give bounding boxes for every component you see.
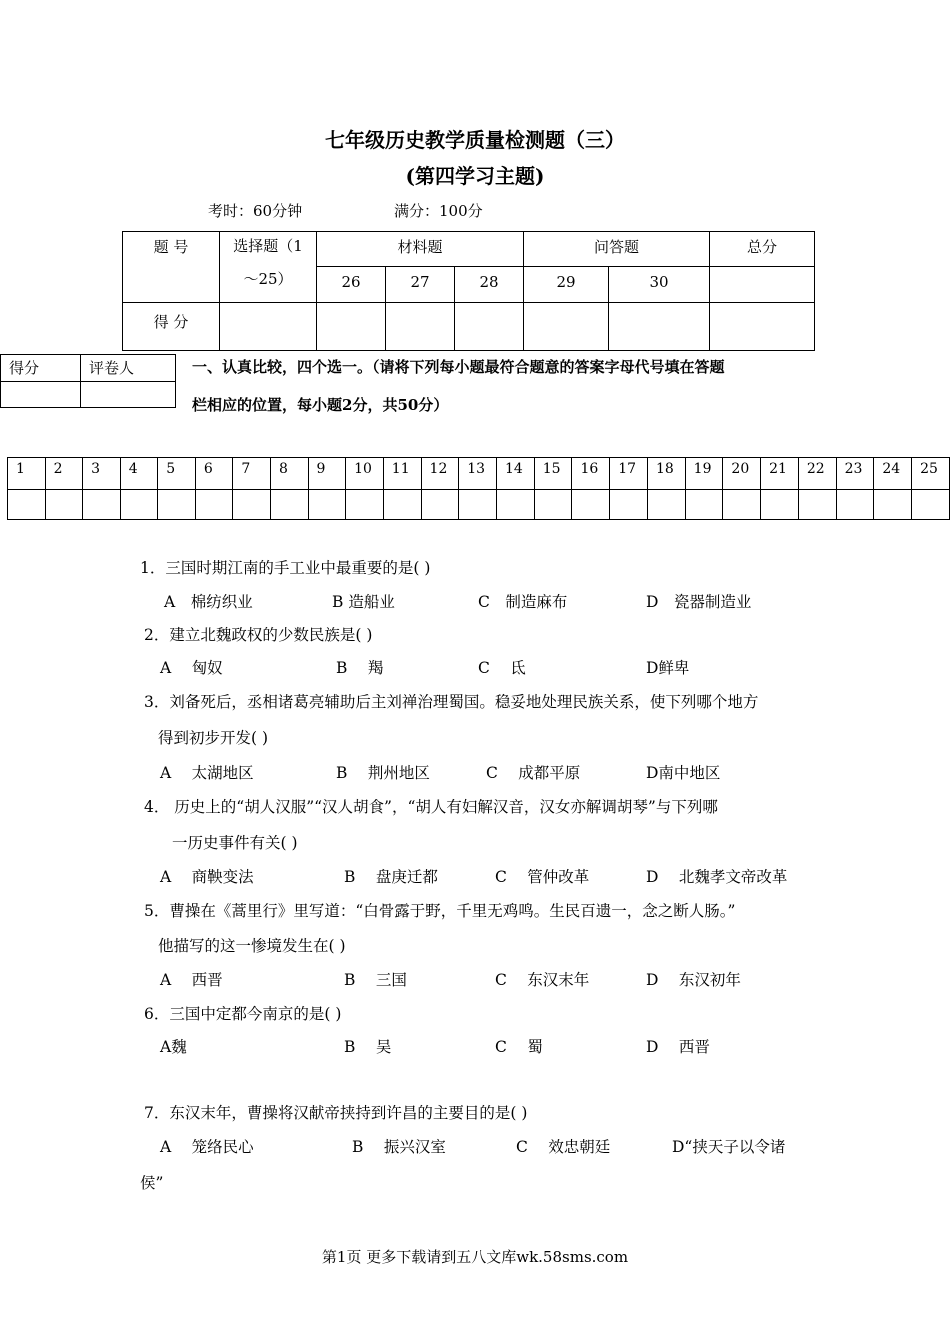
answer-box-2[interactable] bbox=[45, 490, 83, 520]
question-1-option-b: B 造船业 bbox=[332, 593, 395, 611]
question-7-option-a: A 笼络民心 bbox=[160, 1138, 254, 1156]
answer-box-10[interactable] bbox=[346, 490, 384, 520]
answer-number-21: 21 bbox=[761, 458, 799, 490]
exam-time: 考时：60分钟 bbox=[208, 202, 303, 220]
question-4-option-c: C 管仲改革 bbox=[495, 868, 590, 886]
question-3-option-d: D南中地区 bbox=[646, 764, 721, 782]
answer-box-17[interactable] bbox=[610, 490, 648, 520]
answer-number-8: 8 bbox=[270, 458, 308, 490]
question-6-option-c: C 蜀 bbox=[495, 1038, 543, 1056]
answer-box-16[interactable] bbox=[572, 490, 610, 520]
question-7-option-d-cont: 侯” bbox=[140, 1174, 164, 1192]
answer-box-18[interactable] bbox=[647, 490, 685, 520]
header-q26: 26 bbox=[317, 267, 386, 303]
question-4-option-d: D 北魏孝文帝改革 bbox=[646, 868, 788, 886]
answer-box-row bbox=[8, 490, 950, 520]
score-q28-cell[interactable] bbox=[455, 303, 524, 351]
question-5-option-a: A 西晋 bbox=[160, 971, 223, 989]
answer-number-22: 22 bbox=[798, 458, 836, 490]
score-table bbox=[122, 231, 815, 351]
question-2-option-d: D鲜卑 bbox=[646, 659, 690, 677]
grader-table bbox=[0, 354, 176, 408]
answer-box-8[interactable] bbox=[270, 490, 308, 520]
answer-number-2: 2 bbox=[45, 458, 83, 490]
answer-number-5: 5 bbox=[158, 458, 196, 490]
question-6-option-d: D 西晋 bbox=[646, 1038, 710, 1056]
question-4-option-b: B 盘庚迁都 bbox=[344, 868, 438, 886]
header-total: 总分 bbox=[710, 232, 815, 267]
question-3-option-b: B 荆州地区 bbox=[336, 764, 430, 782]
answer-number-9: 9 bbox=[308, 458, 346, 490]
answer-box-25[interactable] bbox=[912, 490, 950, 520]
header-q27: 27 bbox=[386, 267, 455, 303]
answer-box-13[interactable] bbox=[459, 490, 497, 520]
question-4-option-a: A 商鞅变法 bbox=[160, 868, 254, 886]
question-3-option-c: C 成都平原 bbox=[486, 764, 581, 782]
header-material: 材料题 bbox=[317, 232, 524, 267]
question-4-stem-line2: 一历史事件有关( ) bbox=[172, 834, 298, 852]
answer-number-1: 1 bbox=[8, 458, 46, 490]
grader-score-cell[interactable] bbox=[1, 382, 81, 408]
question-3-option-a: A 太湖地区 bbox=[160, 764, 254, 782]
answer-number-17: 17 bbox=[610, 458, 648, 490]
answer-number-20: 20 bbox=[723, 458, 761, 490]
answer-box-6[interactable] bbox=[195, 490, 233, 520]
question-6-stem: 6．三国中定都今南京的是( ) bbox=[144, 1005, 342, 1023]
answer-number-16: 16 bbox=[572, 458, 610, 490]
score-q29-cell[interactable] bbox=[524, 303, 609, 351]
question-7-option-b: B 振兴汉室 bbox=[352, 1138, 446, 1156]
answer-box-7[interactable] bbox=[233, 490, 271, 520]
answer-number-24: 24 bbox=[874, 458, 912, 490]
question-5-option-c: C 东汉末年 bbox=[495, 971, 590, 989]
header-q30: 30 bbox=[609, 267, 710, 303]
question-7-option-d: D“挟天子以令诸 bbox=[672, 1138, 786, 1156]
question-5-stem-line2: 他描写的这一惨境发生在( ) bbox=[158, 937, 346, 955]
question-3-stem-line2: 得到初步开发( ) bbox=[158, 729, 269, 747]
section1-instruction-line2: 栏相应的位置，每小题2分，共50分） bbox=[192, 396, 449, 414]
answer-box-24[interactable] bbox=[874, 490, 912, 520]
question-1-option-d: D 瓷器制造业 bbox=[646, 593, 752, 611]
score-q30-cell[interactable] bbox=[609, 303, 710, 351]
question-5-option-d: D 东汉初年 bbox=[646, 971, 741, 989]
answer-box-11[interactable] bbox=[383, 490, 421, 520]
page-footer: 第1页 更多下载请到五八文库wk.58sms.com bbox=[321, 1248, 629, 1266]
answer-box-21[interactable] bbox=[761, 490, 799, 520]
page-subtitle: (第四学习主题) bbox=[405, 164, 545, 188]
answer-box-20[interactable] bbox=[723, 490, 761, 520]
answer-number-row bbox=[8, 458, 950, 490]
answer-box-4[interactable] bbox=[120, 490, 158, 520]
header-q29: 29 bbox=[524, 267, 609, 303]
question-4-stem-line1: 4． 历史上的“胡人汉服”“汉人胡食”，“胡人有妇解汉音，汉女亦解调胡琴”与下列哪 bbox=[144, 798, 718, 816]
header-choice bbox=[220, 232, 317, 303]
cell-empty bbox=[710, 267, 815, 303]
grader-name-label: 评卷人 bbox=[81, 355, 176, 382]
question-2-option-b: B 羯 bbox=[336, 659, 384, 677]
header-qa: 问答题 bbox=[524, 232, 710, 267]
question-6-option-b: B 吴 bbox=[344, 1038, 392, 1056]
question-1-stem: 1．三国时期江南的手工业中最重要的是( ) bbox=[140, 559, 431, 577]
full-score: 满分：100分 bbox=[394, 202, 483, 220]
answer-number-14: 14 bbox=[497, 458, 535, 490]
header-choice-line2: ～25） bbox=[243, 270, 293, 288]
answer-number-11: 11 bbox=[383, 458, 421, 490]
header-tihao: 题 号 bbox=[123, 232, 220, 303]
answer-number-12: 12 bbox=[421, 458, 459, 490]
section1-instruction-line1: 一、认真比较，四个选一。（请将下列每小题最符合题意的答案字母代号填在答题 bbox=[192, 358, 725, 376]
answer-number-7: 7 bbox=[233, 458, 271, 490]
score-q26-cell[interactable] bbox=[317, 303, 386, 351]
answer-number-15: 15 bbox=[534, 458, 572, 490]
score-total-cell[interactable] bbox=[710, 303, 815, 351]
question-7-stem: 7．东汉末年，曹操将汉献帝挟持到许昌的主要目的是( ) bbox=[144, 1104, 528, 1122]
answer-table bbox=[7, 457, 950, 520]
answer-number-3: 3 bbox=[83, 458, 121, 490]
answer-box-12[interactable] bbox=[421, 490, 459, 520]
score-q27-cell[interactable] bbox=[386, 303, 455, 351]
row-defen: 得 分 bbox=[123, 303, 220, 351]
grader-name-cell[interactable] bbox=[81, 382, 176, 408]
answer-number-23: 23 bbox=[836, 458, 874, 490]
question-2-option-c: C 氐 bbox=[478, 659, 526, 677]
answer-box-9[interactable] bbox=[308, 490, 346, 520]
question-5-option-b: B 三国 bbox=[344, 971, 407, 989]
answer-box-3[interactable] bbox=[83, 490, 121, 520]
header-q28: 28 bbox=[455, 267, 524, 303]
question-1-option-a: A 棉纺织业 bbox=[164, 593, 253, 611]
answer-box-23[interactable] bbox=[836, 490, 874, 520]
page-title: 七年级历史教学质量检测题（三） bbox=[325, 128, 625, 152]
answer-number-4: 4 bbox=[120, 458, 158, 490]
answer-number-25: 25 bbox=[912, 458, 950, 490]
answer-number-19: 19 bbox=[685, 458, 723, 490]
score-choice-cell[interactable] bbox=[220, 303, 317, 351]
question-2-option-a: A 匈奴 bbox=[160, 659, 223, 677]
answer-box-14[interactable] bbox=[497, 490, 535, 520]
question-5-stem-line1: 5．曹操在《蒿里行》里写道：“白骨露于野，千里无鸡鸣。生民百遗一，念之断人肠。” bbox=[144, 902, 736, 920]
answer-box-1[interactable] bbox=[8, 490, 46, 520]
answer-number-6: 6 bbox=[195, 458, 233, 490]
question-6-option-a: A魏 bbox=[160, 1038, 187, 1056]
answer-number-18: 18 bbox=[647, 458, 685, 490]
answer-box-15[interactable] bbox=[534, 490, 572, 520]
question-2-stem: 2．建立北魏政权的少数民族是( ) bbox=[144, 626, 373, 644]
answer-number-13: 13 bbox=[459, 458, 497, 490]
question-1-option-c: C 制造麻布 bbox=[478, 593, 568, 611]
answer-box-5[interactable] bbox=[158, 490, 196, 520]
header-choice-line1: 选择题（1 bbox=[233, 237, 303, 255]
answer-box-19[interactable] bbox=[685, 490, 723, 520]
answer-number-10: 10 bbox=[346, 458, 384, 490]
question-7-option-c: C 效忠朝廷 bbox=[516, 1138, 611, 1156]
grader-score-label: 得分 bbox=[1, 355, 81, 382]
question-3-stem-line1: 3．刘备死后，丞相诸葛亮辅助后主刘禅治理蜀国。稳妥地处理民族关系，使下列哪个地方 bbox=[144, 693, 759, 711]
answer-box-22[interactable] bbox=[798, 490, 836, 520]
